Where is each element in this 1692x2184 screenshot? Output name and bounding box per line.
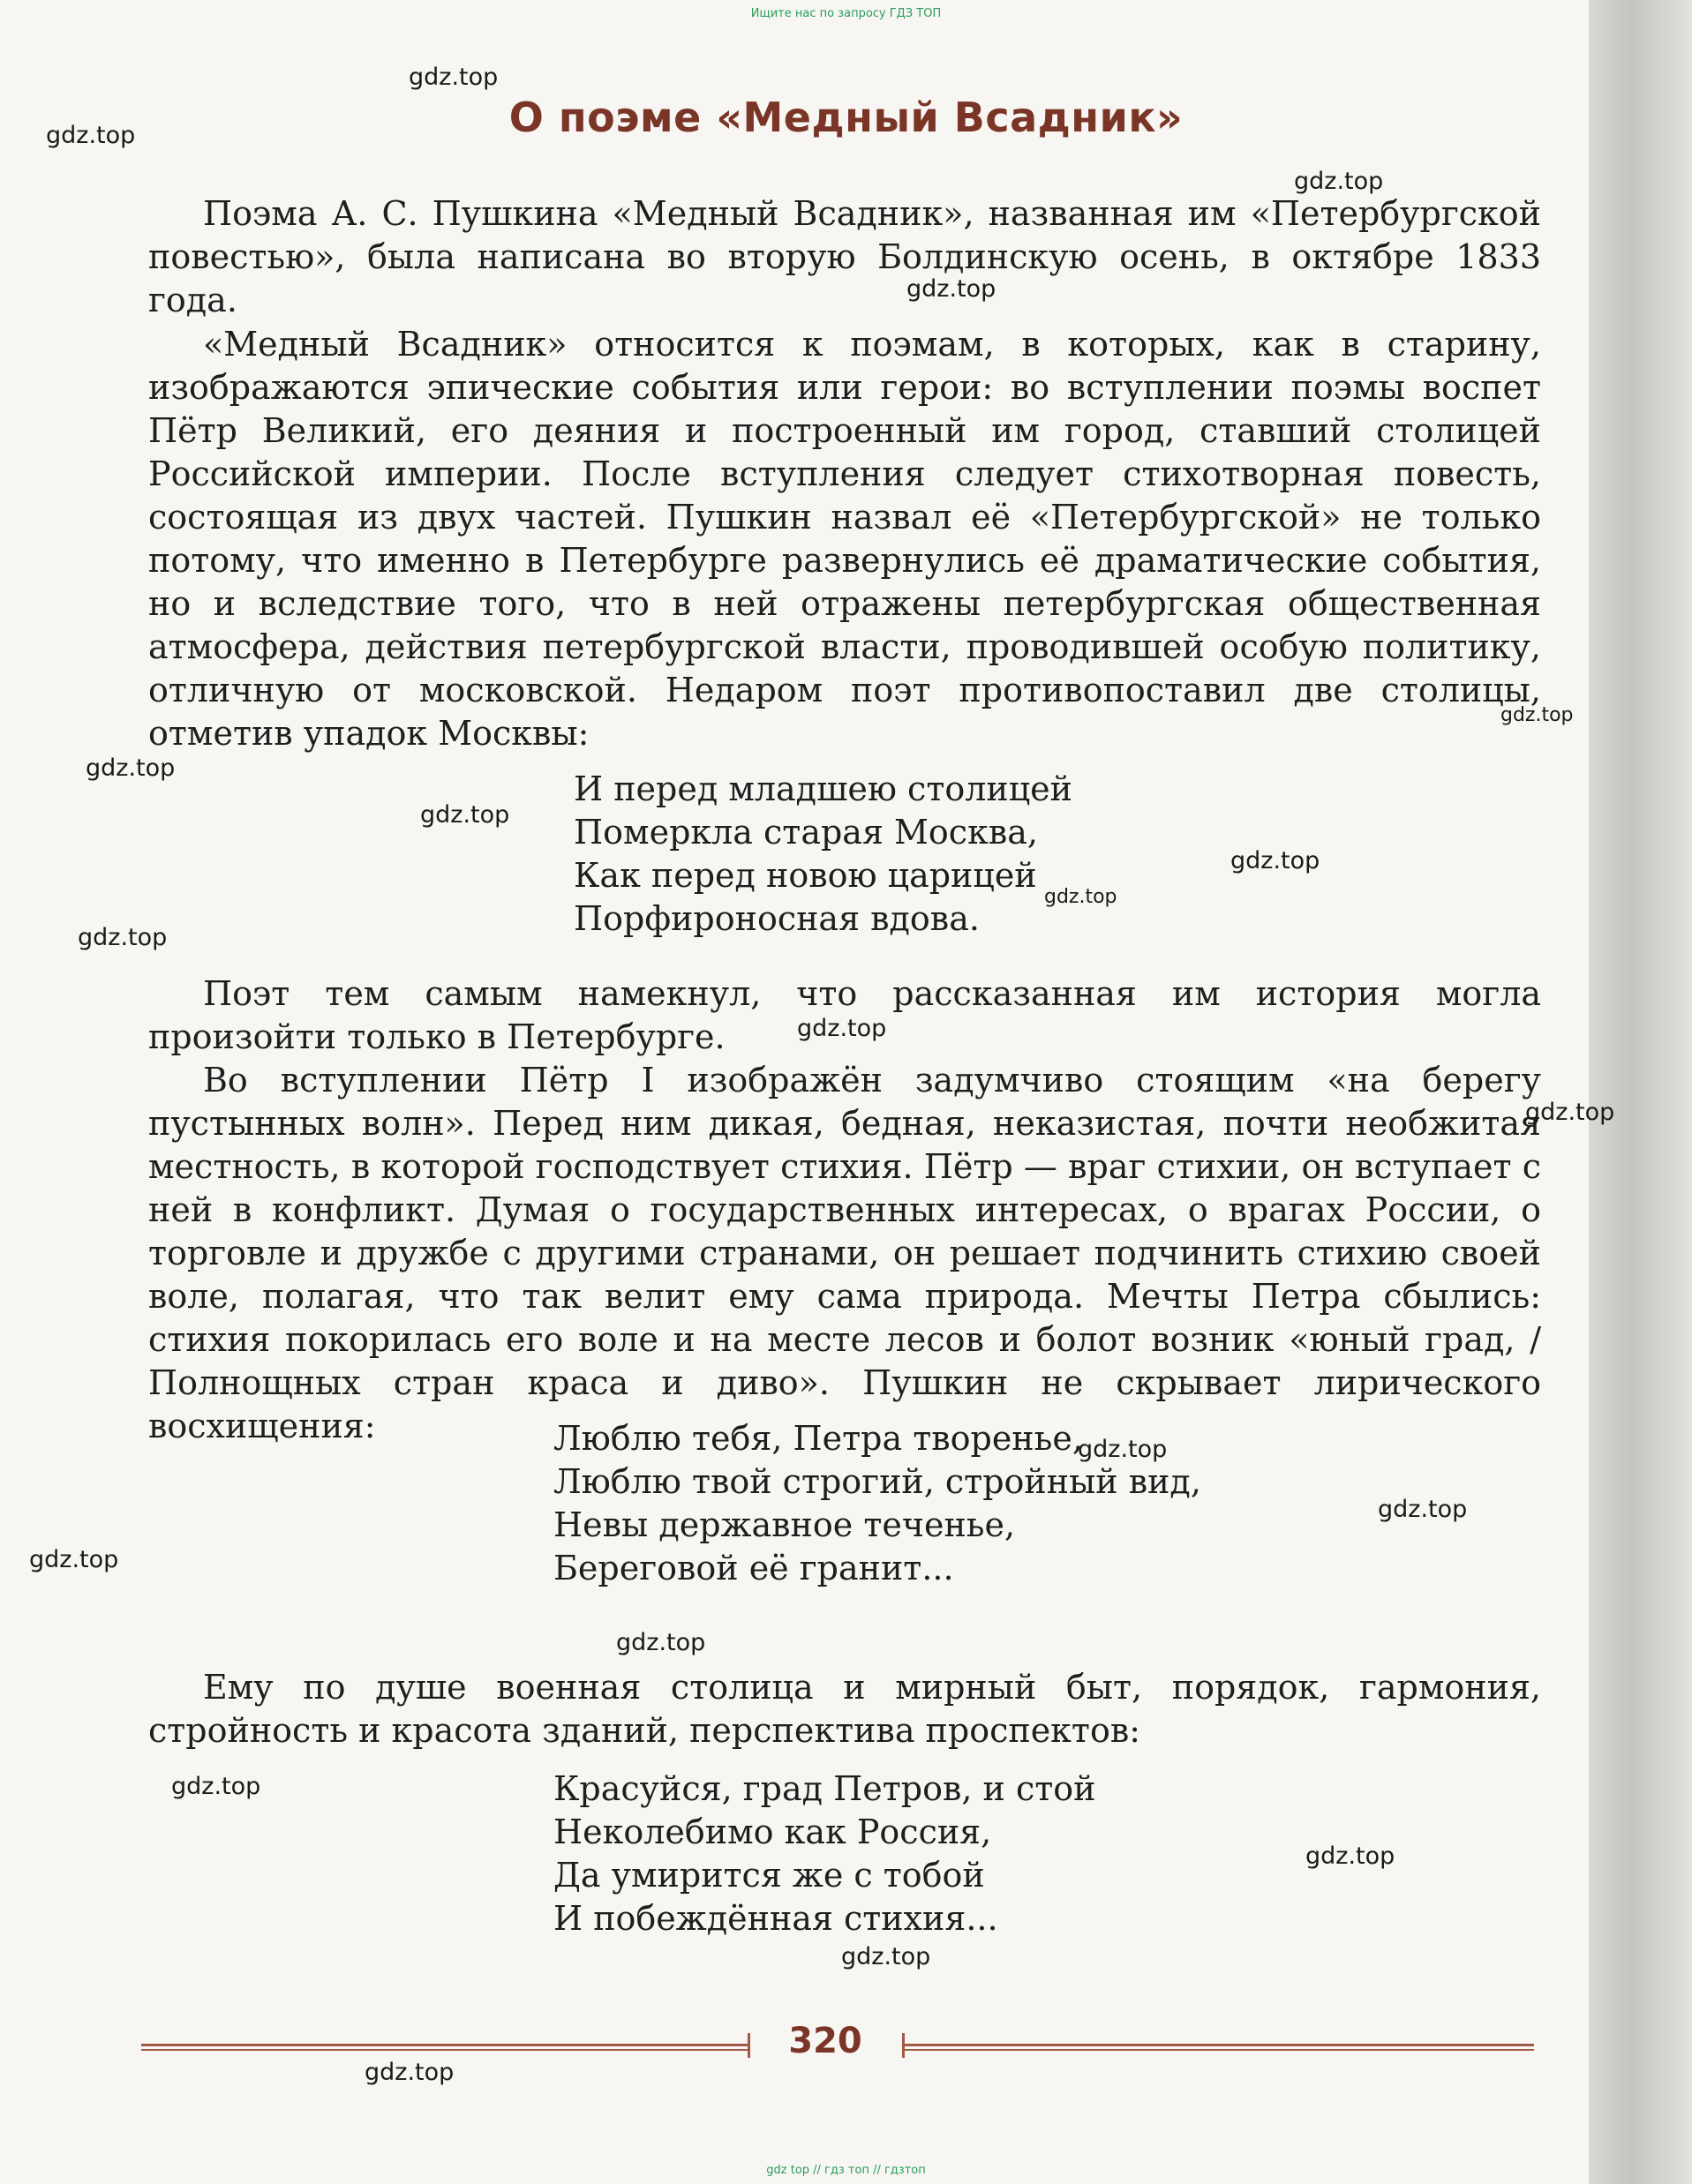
verse-1 — [574, 768, 1072, 941]
verse-line: Люблю твой строгий, стройный вид, — [553, 1462, 1201, 1501]
watermark: gdz.top — [420, 801, 510, 829]
paragraph-3: Поэт тем самым намекнул, что рассказанная им история могла произойти только в Петербурге. — [148, 974, 1541, 1056]
watermark: gdz.top — [1294, 168, 1384, 195]
watermark: gdz.top — [171, 1773, 261, 1800]
verse-line: Невы державное теченье, — [553, 1505, 1016, 1544]
watermark: gdz.top — [29, 1546, 119, 1573]
footer-rule-left — [141, 2044, 750, 2051]
watermark: gdz.top — [1305, 1843, 1395, 1870]
verse-line: Береговой её гранит... — [553, 1549, 954, 1587]
footer-rule-tick — [748, 2033, 750, 2058]
watermark: gdz.top — [409, 64, 499, 91]
verse-line: И перед младшею столицей — [574, 769, 1072, 808]
watermark: gdz.top — [46, 122, 136, 149]
verse-line: Красуйся, град Петров, и стой — [553, 1769, 1096, 1808]
top-note: Ищите нас по запросу ГДЗ ТОП — [750, 7, 942, 20]
page-edge — [1589, 0, 1692, 2184]
verse-line: Неколебимо как Россия, — [553, 1812, 992, 1851]
watermark: gdz.top — [1230, 847, 1320, 874]
watermark: gdz.top — [1525, 1099, 1615, 1126]
verse-line: Померкла старая Москва, — [574, 813, 1038, 852]
verse-line: И побеждённая стихия... — [553, 1899, 998, 1938]
bottom-note: gdz top // гдз топ // гдзтоп — [766, 2164, 926, 2177]
page-number: 320 — [788, 2021, 862, 2061]
watermark: gdz.top — [797, 1015, 887, 1042]
verse-line: Порфироносная вдова. — [574, 899, 980, 938]
page-title: О поэме «Медный Всадник» — [508, 94, 1184, 141]
watermark: gdz.top — [1078, 1436, 1168, 1463]
verse-line: Да умирится же с тобой — [553, 1856, 985, 1895]
watermark: gdz.top — [841, 1943, 931, 1970]
watermark: gdz.top — [78, 924, 168, 951]
verse-line: Как перед новою царицей — [574, 856, 1037, 895]
paragraph-4: Во вступлении Пётр I изображён задумчиво стоящим «на берегу пустынных волн». Перед ним дикая, бедная, неказистая, почти необжитая местность, в которой господствует стихия. Пётр — враг стихии, он вступает с ней в конфликт. Думая о государственных интересах, о врагах России, о торговле и дружбе с другими странами, он решает подчинить стихию своей воле, полагая, что так велит ему сама природа. Мечты Петра сбылись: стихия покорилась его воле и на месте лесов и болот возник «юный град, / Полнощных стран краса и диво». Пушкин не скрывает лирического восхищения: — [148, 1061, 1541, 1445]
watermark: gdz.top — [906, 275, 996, 303]
watermark: gdz.top — [1378, 1496, 1468, 1523]
paragraph-5: Ему по душе военная столица и мирный быт, порядок, гармония, стройность и красота зданий, перспектива проспектов: — [148, 1668, 1541, 1750]
watermark: gdz.top — [365, 2059, 455, 2086]
watermark: gdz.top — [1500, 704, 1574, 726]
verse-line: Люблю тебя, Петра творенье, — [553, 1419, 1083, 1458]
watermark: gdz.top — [616, 1629, 706, 1656]
verse-3 — [553, 1767, 1095, 1940]
watermark: gdz.top — [1044, 886, 1117, 908]
footer-rule-right — [902, 2044, 1534, 2051]
paragraph-1: Поэма А. С. Пушкина «Медный Всадник», названная им «Петербургской повестью», была написана во вторую Болдинскую осень, в октябре 1833 года. — [148, 194, 1541, 319]
watermark: gdz.top — [86, 754, 176, 782]
paragraph-2: «Медный Всадник» относится к поэмам, в которых, как в старину, изображаются эпические события или герои: во вступлении поэмы воспет Пётр Великий, его деяния и построенный им город, ставший столицей Российской империи. После вступления следует стихотворная повесть, состоящая из двух частей. Пушкин назвал её «Петербургской» не только потому, что именно в Петербурге развернулись её драматические события, но и вследствие того, что в ней отражены петербургская общественная атмосфера, действия петербургской власти, проводившей особую политику, отличную от московской. Недаром поэт противопоставил две столицы, отметив упадок Москвы: — [148, 325, 1541, 753]
